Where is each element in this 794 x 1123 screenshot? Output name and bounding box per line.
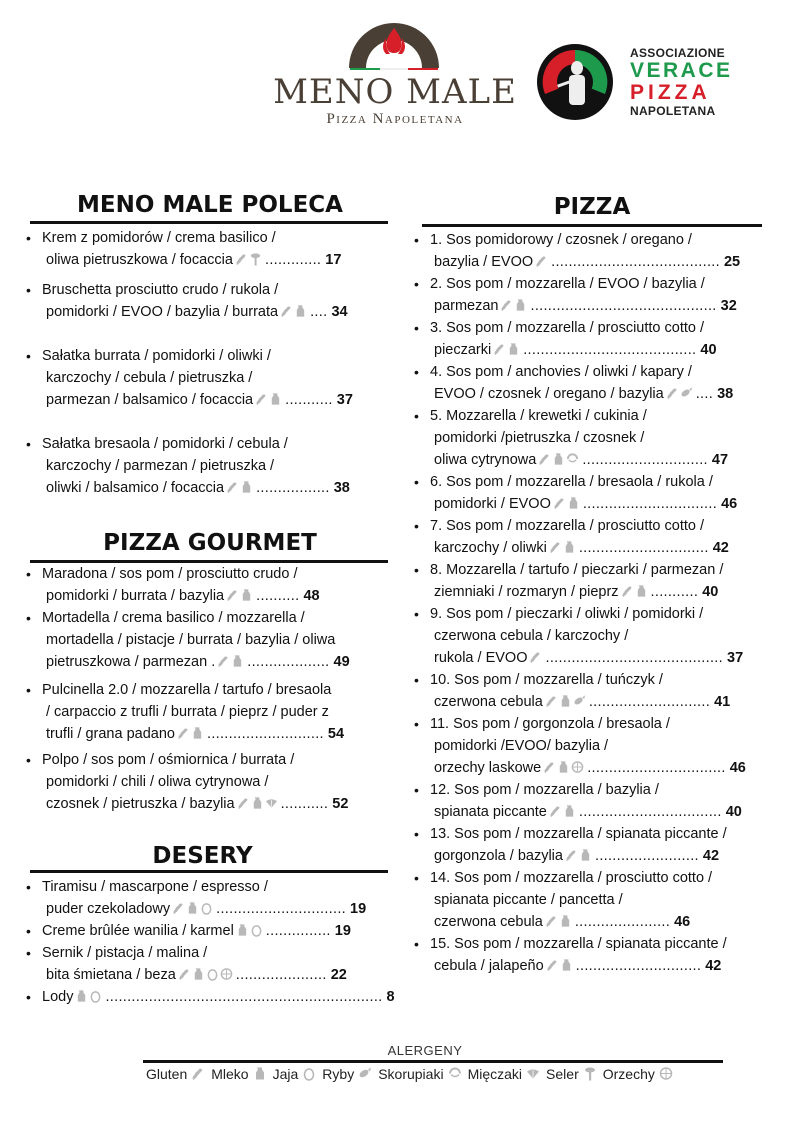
gluten-icon bbox=[237, 796, 250, 810]
dot-leader: ........... bbox=[285, 392, 333, 408]
dot-leader: ................... bbox=[247, 654, 330, 670]
menu-item-price: 19 bbox=[334, 923, 351, 939]
menu-item-text: 14. Sos pom / mozzarella / prosciutto cotto / bbox=[430, 870, 713, 886]
eggs-icon bbox=[206, 967, 219, 981]
gluten-icon bbox=[553, 496, 566, 510]
menu-item-price: 34 bbox=[331, 304, 348, 320]
menu-item-text: 7. Sos pom / mozzarella / prosciutto cotto / bbox=[430, 518, 705, 534]
menu-item bbox=[414, 361, 764, 407]
menu-item-text: puder czekoladowy .............................. 19 bbox=[46, 901, 367, 917]
gluten-icon bbox=[235, 252, 248, 266]
avpn-line-1: ASSOCIAZIONE bbox=[630, 46, 725, 60]
section-divider bbox=[422, 224, 762, 227]
milk-icon bbox=[186, 901, 199, 915]
bullet: • bbox=[26, 610, 31, 626]
eggs-icon bbox=[302, 1066, 316, 1081]
dot-leader: .... bbox=[695, 386, 714, 402]
gluten-icon bbox=[565, 848, 578, 862]
gluten-icon bbox=[172, 901, 185, 915]
dot-leader: ........................... bbox=[206, 726, 324, 742]
milk-icon bbox=[559, 694, 572, 708]
milk-icon bbox=[552, 452, 565, 466]
milk-icon bbox=[253, 1066, 267, 1081]
avpn-emblem-icon bbox=[535, 42, 615, 122]
menu-item-text: orzechy laskowe ................................ 46 bbox=[434, 760, 746, 776]
menu-item-text: parmezan ........................................... 32 bbox=[434, 298, 737, 314]
menu-item-text: oliwki / balsamico / focaccia ................. 38 bbox=[46, 480, 350, 496]
bullet: • bbox=[26, 879, 31, 895]
menu-item-price: 47 bbox=[711, 452, 729, 468]
fish-icon bbox=[573, 694, 586, 708]
menu-item-text: parmezan / balsamico / focaccia ........... 37 bbox=[46, 392, 353, 408]
nuts-icon bbox=[659, 1066, 673, 1081]
gluten-icon bbox=[543, 760, 556, 774]
menu-item-text: mortadella / pistacje / burrata / bazylia / oliwa bbox=[46, 632, 336, 648]
section-title-desery: DESERY bbox=[152, 843, 253, 869]
menu-item-price: 42 bbox=[705, 958, 722, 974]
dot-leader: ............................. bbox=[575, 958, 702, 974]
celery-icon bbox=[249, 252, 262, 266]
meno-male-logo bbox=[272, 14, 518, 127]
bullet: • bbox=[414, 606, 419, 622]
dot-leader: ........................................... bbox=[530, 298, 717, 314]
allergen-label: Ryby bbox=[322, 1066, 355, 1082]
fish-icon bbox=[680, 386, 693, 400]
bullet: • bbox=[414, 672, 419, 688]
bullet: • bbox=[26, 945, 31, 961]
milk-icon bbox=[294, 304, 307, 318]
menu-item-price: 48 bbox=[303, 588, 320, 604]
menu-item-text: ziemniaki / rozmaryn / pieprz ........... 40 bbox=[434, 584, 719, 600]
gluten-icon bbox=[500, 298, 513, 312]
menu-item-price: 42 bbox=[712, 540, 729, 556]
bullet: • bbox=[26, 282, 31, 298]
gluten-icon bbox=[280, 304, 293, 318]
menu-item bbox=[414, 867, 764, 935]
milk-icon bbox=[557, 760, 570, 774]
dot-leader: .............................. bbox=[216, 901, 346, 917]
menu-item bbox=[414, 559, 764, 605]
menu-item bbox=[26, 279, 391, 325]
milk-icon bbox=[191, 726, 204, 740]
dot-leader: ................................................................ bbox=[105, 989, 383, 1005]
gluten-icon bbox=[529, 650, 542, 664]
menu-item-price: 38 bbox=[333, 480, 350, 496]
pizza-oven-icon bbox=[344, 14, 444, 70]
dot-leader: ................. bbox=[256, 480, 330, 496]
menu-item bbox=[414, 933, 764, 979]
menu-item-price: 46 bbox=[721, 496, 738, 512]
menu-item bbox=[414, 669, 764, 715]
menu-item bbox=[414, 823, 764, 869]
milk-icon bbox=[635, 584, 648, 598]
menu-item-price: 37 bbox=[727, 650, 744, 666]
menu-item-text: spianata piccante / pancetta / bbox=[434, 892, 623, 908]
menu-item-text: 2. Sos pom / mozzarella / EVOO / bazylia / bbox=[430, 276, 705, 292]
avpn-line-4: NAPOLETANA bbox=[630, 104, 716, 118]
menu-item-price: 40 bbox=[700, 342, 717, 358]
bullet: • bbox=[414, 826, 419, 842]
menu-item bbox=[414, 229, 764, 275]
dot-leader: ........................ bbox=[594, 848, 699, 864]
bullet: • bbox=[26, 752, 31, 768]
milk-icon bbox=[563, 540, 576, 554]
menu-item-text: oliwa pietruszkowa / focaccia ............. 17 bbox=[46, 252, 342, 268]
gluten-icon bbox=[493, 342, 506, 356]
gluten-icon bbox=[545, 914, 558, 928]
bullet: • bbox=[26, 566, 31, 582]
dot-leader: ............................. bbox=[582, 452, 708, 468]
eggs-icon bbox=[200, 901, 213, 915]
menu-item-price: 46 bbox=[729, 760, 746, 776]
menu-item bbox=[414, 317, 764, 363]
menu-item-price: 8 bbox=[386, 989, 395, 1005]
gluten-icon bbox=[217, 654, 230, 668]
milk-icon bbox=[514, 298, 527, 312]
allergen-label: Mleko bbox=[211, 1066, 249, 1082]
milk-icon bbox=[563, 804, 576, 818]
menu-item-text: Tiramisu / mascarpone / espresso / bbox=[42, 879, 268, 895]
molluscs-icon bbox=[265, 796, 278, 810]
dot-leader: ............................... bbox=[582, 496, 718, 512]
menu-item-text: spianata piccante ................................. 40 bbox=[434, 804, 742, 820]
menu-item-text: 3. Sos pom / mozzarella / prosciutto cotto / bbox=[430, 320, 705, 336]
menu-item bbox=[414, 515, 764, 561]
milk-icon bbox=[567, 496, 580, 510]
bullet: • bbox=[26, 230, 31, 246]
molluscs-icon bbox=[526, 1066, 540, 1081]
menu-item-price: 54 bbox=[327, 726, 345, 742]
menu-item-text: pomidorki / EVOO / bazylia / burrata .... 34 bbox=[46, 304, 348, 320]
menu-item-text: karczochy / cebula / pietruszka / bbox=[46, 370, 253, 386]
dot-leader: ....................................... bbox=[551, 254, 720, 270]
dot-leader: ............................ bbox=[588, 694, 711, 710]
menu-item-text: oliwa cytrynowa ............................. 47 bbox=[434, 452, 729, 468]
milk-icon bbox=[231, 654, 244, 668]
gluten-icon bbox=[177, 726, 190, 740]
gluten-icon bbox=[549, 540, 562, 554]
menu-item bbox=[26, 227, 391, 273]
bullet: • bbox=[414, 518, 419, 534]
allergen-label: Jaja bbox=[272, 1066, 299, 1082]
menu-item-text: Krem z pomidorów / crema basilico / bbox=[42, 230, 276, 246]
allergens-legend bbox=[146, 1066, 726, 1082]
bullet: • bbox=[26, 348, 31, 364]
menu-item-price: 40 bbox=[725, 804, 742, 820]
menu-item-text: Bruschetta prosciutto crudo / rukola / bbox=[42, 282, 279, 298]
eggs-icon bbox=[89, 989, 102, 1003]
dot-leader: ......................................... bbox=[545, 650, 723, 666]
menu-item-price: 37 bbox=[336, 392, 353, 408]
milk-icon bbox=[192, 967, 205, 981]
milk-icon bbox=[559, 914, 572, 928]
milk-icon bbox=[560, 958, 573, 972]
menu-item-text: 11. Sos pom / gorgonzola / bresaola / bbox=[430, 716, 670, 732]
avpn-line-3: PIZZA bbox=[630, 81, 711, 104]
menu-item bbox=[26, 942, 391, 988]
milk-icon bbox=[269, 392, 282, 406]
menu-item bbox=[414, 405, 764, 473]
milk-icon bbox=[236, 923, 249, 937]
bullet: • bbox=[414, 562, 419, 578]
menu-item-text: 8. Mozzarella / tartufo / pieczarki / parmezan / bbox=[430, 562, 724, 578]
allergen-label: Seler bbox=[546, 1066, 579, 1082]
menu-item-text: bita śmietana / beza ..................... 22 bbox=[46, 967, 347, 983]
allergen-label: Mięczaki bbox=[467, 1066, 523, 1082]
menu-item-text: Maradona / sos pom / prosciutto crudo / bbox=[42, 566, 298, 582]
menu-item-price: 52 bbox=[332, 796, 349, 812]
bullet: • bbox=[26, 436, 31, 452]
menu-item-text: 10. Sos pom / mozzarella / tuńczyk / bbox=[430, 672, 663, 688]
menu-item-price: 49 bbox=[333, 654, 350, 670]
dot-leader: ........... bbox=[280, 796, 329, 812]
section-title-pizza: PIZZA bbox=[553, 194, 631, 220]
menu-item-text: karczochy / parmezan / pietruszka / bbox=[46, 458, 275, 474]
menu-item-text: Sałatka burrata / pomidorki / oliwki / bbox=[42, 348, 271, 364]
menu-item-price: 25 bbox=[723, 254, 741, 270]
menu-item-text: karczochy / oliwki .............................. 42 bbox=[434, 540, 729, 556]
menu-item bbox=[26, 920, 391, 944]
section-divider bbox=[30, 870, 388, 873]
menu-item-text: EVOO / czosnek / oregano / bazylia .... 38 bbox=[434, 386, 734, 402]
menu-item-text: 4. Sos pom / anchovies / oliwki / kapary / bbox=[430, 364, 692, 380]
menu-item-price: 41 bbox=[714, 694, 731, 710]
bullet: • bbox=[414, 474, 419, 490]
dot-leader: .......... bbox=[256, 588, 300, 604]
menu-item bbox=[26, 607, 391, 675]
celery-icon bbox=[583, 1066, 597, 1081]
menu-item-price: 40 bbox=[702, 584, 719, 600]
fish-icon bbox=[358, 1066, 372, 1081]
bullet: • bbox=[414, 408, 419, 424]
dot-leader: ............... bbox=[265, 923, 331, 939]
gluten-icon bbox=[549, 804, 562, 818]
dot-leader: ............. bbox=[264, 252, 322, 268]
milk-icon bbox=[75, 989, 88, 1003]
menu-item-text: 13. Sos pom / mozzarella / spianata piccante / bbox=[430, 826, 727, 842]
menu-item-text: 15. Sos pom / mozzarella / spianata piccante / bbox=[430, 936, 727, 952]
bullet: • bbox=[26, 989, 31, 1005]
gluten-icon bbox=[255, 392, 268, 406]
gluten-icon bbox=[546, 958, 559, 972]
gluten-icon bbox=[226, 588, 239, 602]
menu-item-text: Creme brûlée wanilia / karmel ............... 19 bbox=[42, 923, 351, 939]
dot-leader: ........... bbox=[650, 584, 699, 600]
menu-item-text: 12. Sos pom / mozzarella / bazylia / bbox=[430, 782, 659, 798]
bullet: • bbox=[414, 276, 419, 292]
bullet: • bbox=[414, 782, 419, 798]
gluten-icon bbox=[538, 452, 551, 466]
menu-item-text: czosnek / pietruszka / bazylia ........... 52 bbox=[46, 796, 349, 812]
crustaceans-icon bbox=[448, 1066, 462, 1081]
menu-item-price: 42 bbox=[702, 848, 720, 864]
menu-item-text: / carpaccio z trufli / burrata / pieprz / puder z bbox=[46, 704, 329, 720]
menu-item-text: Lody ................................................................ 8 bbox=[42, 989, 395, 1005]
bullet: • bbox=[414, 320, 419, 336]
bullet: • bbox=[26, 923, 31, 939]
menu-item-text: Sernik / pistacja / malina / bbox=[42, 945, 208, 961]
menu-item-price: 22 bbox=[330, 967, 347, 983]
menu-item bbox=[26, 433, 391, 501]
menu-item-text: Polpo / sos pom / ośmiornica / burrata / bbox=[42, 752, 295, 768]
menu-item-text: pomidorki /EVOO/ bazylia / bbox=[434, 738, 609, 754]
menu-item-text: cebula / jalapeño ............................. 42 bbox=[434, 958, 722, 974]
menu-item-text: rukola / EVOO ......................................... 37 bbox=[434, 650, 744, 666]
menu-item-text: czerwona cebula / karczochy / bbox=[434, 628, 629, 644]
menu-item-text: Mortadella / crema basilico / mozzarella / bbox=[42, 610, 305, 626]
menu-item-text: Sałatka bresaola / pomidorki / cebula / bbox=[42, 436, 288, 452]
menu-item-text: pomidorki / burrata / bazylia .......... 48 bbox=[46, 588, 320, 604]
gluten-icon bbox=[226, 480, 239, 494]
milk-icon bbox=[240, 480, 253, 494]
menu-item-price: 19 bbox=[350, 901, 367, 917]
menu-item bbox=[26, 345, 391, 413]
menu-item-text: pomidorki / EVOO ............................... 46 bbox=[434, 496, 738, 512]
dot-leader: ........................................ bbox=[523, 342, 697, 358]
allergens-divider bbox=[143, 1060, 723, 1063]
brand-name: MENO MALE bbox=[273, 72, 517, 112]
menu-item-text: czerwona cebula ............................ 41 bbox=[434, 694, 731, 710]
bullet: • bbox=[414, 716, 419, 732]
gluten-icon bbox=[621, 584, 634, 598]
menu-item bbox=[414, 779, 764, 825]
menu-item-text: Pulcinella 2.0 / mozzarella / tartufo / bresaola bbox=[42, 682, 332, 698]
allergen-label: Gluten bbox=[146, 1066, 188, 1082]
section-divider bbox=[30, 221, 388, 224]
milk-icon bbox=[251, 796, 264, 810]
bullet: • bbox=[414, 870, 419, 886]
eggs-icon bbox=[250, 923, 263, 937]
brand-tagline: Pizza Napoletana bbox=[326, 111, 464, 127]
menu-item bbox=[414, 471, 764, 517]
milk-icon bbox=[579, 848, 592, 862]
menu-item-text: czerwona cebula ...................... 46 bbox=[434, 914, 691, 930]
menu-item-price: 17 bbox=[325, 252, 342, 268]
dot-leader: .... bbox=[310, 304, 328, 320]
menu-item-text: gorgonzola / bazylia ........................ 42 bbox=[434, 848, 720, 864]
bullet: • bbox=[414, 936, 419, 952]
section-title-gourmet: PIZZA GOURMET bbox=[103, 530, 317, 556]
menu-item bbox=[414, 273, 764, 319]
menu-item bbox=[414, 713, 764, 781]
menu-item bbox=[26, 749, 391, 817]
allergen-label: Skorupiaki bbox=[378, 1066, 444, 1082]
gluten-icon bbox=[666, 386, 679, 400]
allergens-title: ALERGENY bbox=[387, 1043, 463, 1058]
menu-item-text: pomidorki / chili / oliwa cytrynowa / bbox=[46, 774, 269, 790]
menu-item-text: 1. Sos pomidorowy / czosnek / oregano / bbox=[430, 232, 692, 248]
menu-item bbox=[26, 563, 391, 609]
milk-icon bbox=[507, 342, 520, 356]
menu-item-text: 6. Sos pom / mozzarella / bresaola / rukola / bbox=[430, 474, 713, 490]
dot-leader: ................................ bbox=[587, 760, 726, 776]
avpn-line-2: VERACE bbox=[630, 59, 733, 82]
dot-leader: ...................... bbox=[574, 914, 671, 930]
menu-item bbox=[26, 986, 395, 1010]
menu-item-price: 46 bbox=[674, 914, 691, 930]
menu-item-text: trufli / grana padano ........................... 54 bbox=[46, 726, 345, 742]
menu-item-text: 5. Mozzarella / krewetki / cukinia / bbox=[430, 408, 647, 424]
nuts-icon bbox=[571, 760, 584, 774]
bullet: • bbox=[26, 682, 31, 698]
menu-item-price: 32 bbox=[720, 298, 737, 314]
menu-item-text: pomidorki /pietruszka / czosnek / bbox=[434, 430, 645, 446]
gluten-icon bbox=[178, 967, 191, 981]
milk-icon bbox=[240, 588, 253, 602]
menu-item-text: pietruszkowa / parmezan . ................... 49 bbox=[46, 654, 350, 670]
menu-item-text: 9. Sos pom / pieczarki / oliwki / pomidorki / bbox=[430, 606, 704, 622]
nuts-icon bbox=[220, 967, 233, 981]
gluten-icon bbox=[545, 694, 558, 708]
allergen-label: Orzechy bbox=[602, 1066, 655, 1082]
gluten-icon bbox=[191, 1066, 205, 1081]
bullet: • bbox=[414, 364, 419, 380]
menu-item bbox=[26, 679, 391, 747]
menu-item-text: pieczarki ........................................ 40 bbox=[434, 342, 717, 358]
avpn-wordmark bbox=[630, 46, 760, 118]
section-title-polecamy: MENO MALE POLECA bbox=[77, 192, 343, 218]
menu-item-text: bazylia / EVOO ....................................... 25 bbox=[434, 254, 741, 270]
menu-item bbox=[26, 876, 391, 922]
crustaceans-icon bbox=[566, 452, 579, 466]
dot-leader: .............................. bbox=[578, 540, 709, 556]
dot-leader: ..................... bbox=[235, 967, 327, 983]
gluten-icon bbox=[535, 254, 548, 268]
menu-item bbox=[414, 603, 764, 671]
bullet: • bbox=[414, 232, 419, 248]
dot-leader: ................................. bbox=[578, 804, 722, 820]
menu-item-price: 38 bbox=[717, 386, 734, 402]
